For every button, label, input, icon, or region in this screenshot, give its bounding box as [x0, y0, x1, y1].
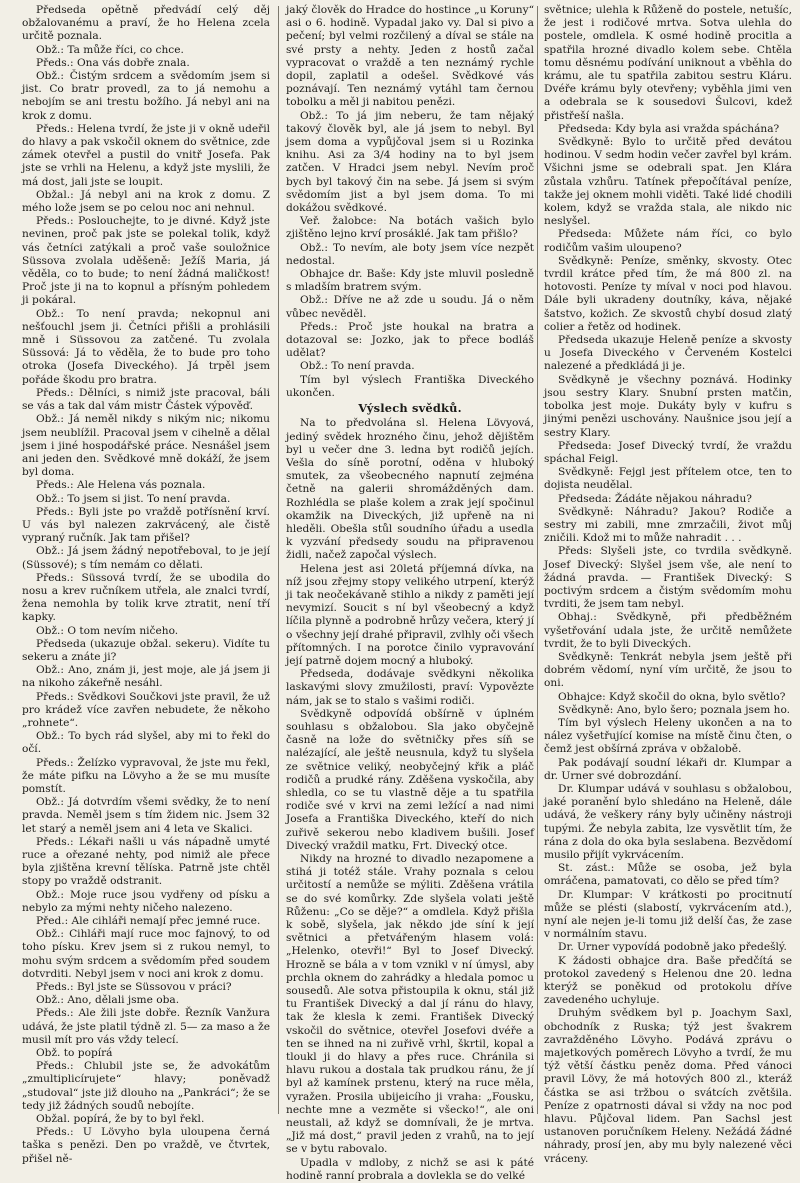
paragraph: Předseda: Můžete nám říci, co bylo rodičům vašim uloupeno? — [544, 228, 792, 254]
paragraph: Předseda: Žádáte nějakou náhradu? — [558, 492, 752, 505]
paragraph: Předseda ukazuje Heleně peníze a skvosty u Josefa Diveckého v Červeném Kostelci nalezené a předkládá ji je. — [544, 334, 792, 373]
paragraph: světnice; ulehla k Růženě do postele, netušíc, že jest i rodičové mrtva. Sotva ulehla do postele, omdlela. K osmé hodině procitla a spatřila hrozné divadlo kolem sebe. Chtěla tomu děsnému podívání uniknout a vběhla do krámu, ale tu spatřila zabitou sestru Kláru. Dvéře krámu byly otevřeny; vyběhla jimi ven a odebrala se k sousedovi Šulcovi, kdež přistřeší našla. — [544, 4, 792, 122]
paragraph: Obhaj.: Svědkyně, při předběžném vyšetřování udala jste, že určitě nemůžete tvrdit, že to byli Diveckých. — [544, 611, 792, 650]
paragraph: Předs.: Ona vás dobře znala. — [36, 56, 190, 69]
paragraph: Svědkyně: Peníze, směnky, skvosty. Otec tvrdil krátce před tím, že má 800 zl. na hotovosti. Peníze ty míval v noci pod hlavou. Dále byli ukradeny doutníky, káva, nějaké šatstvo, kožich. Ze skvostů chybí dosud zlatý colier a řetěz od hodinek. — [544, 254, 792, 333]
paragraph: Předs: Slyšeli jste, co tvrdila svědkyně. Josef Divecký: Slyšel jsem vše, ale není to žádná pravda. — František Divecký: S poctivým srdcem a čistým svědomím mohu tvrditi, že jsem tam nebyl. — [544, 545, 792, 611]
paragraph: Tím byl výslech Heleny ukončen a na to nález vyšetřující komise na místě činu čten, o čemž jest obšírná zpráva v obžalobě. — [544, 716, 792, 756]
paragraph: Svědkyně je všechny poznává. Hodinky jsou sestry Klary. Snubní prsten matčin, tobolka jest moje. Dukáty byly v kufru s jinými penězi uschovány. Naušnice jsou její a sestry Klary. — [544, 373, 792, 439]
paragraph: Druhým svědkem byl p. Joachym Saxl, obchodník z Ruska; týž jest švakrem zavražděného Lövyho. Podává zprávu o majetkových poměrech Lövyho a tvrdí, že mu týž větší částku peněz doma. Před vánoci pravil Lövy, že má hotových 800 zl., kteráž částka se asi tržbou o svátcích zvětšila. Peníze z opatrnosti dával si vždy na noc pod hlavu. Půjčoval lidem. Pan Sachsl jest ustanoven poručníkem Heleny. Nežádá žádné náhrady, prosí jen, aby mu byly nalezené věci vráceny. — [544, 1007, 792, 1165]
paragraph: Obž.: Ano, znám ji, jest moje, ale já jsem ji na nikoho zákeřně nesáhl. — [22, 664, 270, 690]
column-divider-1 — [278, 6, 279, 1114]
paragraph: Obhajce dr. Baše: Kdy jste mluvil posledně s mladším bratrem svým. — [286, 268, 534, 294]
paragraph: Nikdy na hrozné to divadlo nezapomene a stihá ji totéž stále. Vrahy poznala s celou určitostí a nemůže se mýliti. Zděšena vrátila se do své komůrky. Zde slyšela volati ještě Růženu: „Co se děje?“ a omdlela. Když přišla k sobě, slyšela, jak někdo jde síní k její světnici a přetvářeným hlasem volá: „Helenko, otevři!“ Byl to Josef Divecký. Hrozně se bála a v tom vznikl v ní úmysl, aby prchla oknem do zahrádky a hledala pomoc u sousedů. Ale sotva přistoupila k oknu, stál již tu František Divecký a dal jí ránu do hlavy, tak že klesla k zemi. František Divecký vskočil do světnice, otevřel Josefovi dvéře a ten se ihned na ni zuřivě vrhl, škrtil, kopal a tloukl ji do hlavy a přes ruce. Chránila si hlavu rukou a dostala tak prudkou ránu, že jí byl až kamínek prstenu, který na ruce měla, vyražen. Prosila ubijeicího ji vraha: „Fousku, nechte mne a vezměte si všecko!“, ale oni neustali, až když se domnívali, že je mrtva. „Již má dost,“ pravil jeden z vrahů, na to její se v bytu rabovalo. — [286, 853, 534, 1156]
paragraph: Předseda: Kdy byla asi vražda spáchána? — [558, 122, 780, 135]
paragraph: Obž.: Já neměl nikdy s nikým nic; nikomu jsem neublížil. Pracoval jsem v cihelně a dělal jsem i jiné hospodářské práce. Nesnášel jsem ani jeden den. Svědkové mně dokáží, že jsem byl doma. — [22, 413, 270, 479]
paragraph: Obž.: To jsem si jist. To není pravda. — [36, 492, 231, 505]
paragraph: Pak podávají soudní lékaři dr. Klumpar a dr. Urner své dobrozdání. — [544, 756, 792, 782]
paragraph: Obžal.: Já nebyl ani na krok z domu. Z mého lože jsem se po celou noc ani nehnul. — [22, 188, 270, 215]
paragraph: Obž.: Cihláři mají ruce moc fajnový, to od toho písku. Krev jsem si z rukou nemyl, to mohu svým srdcem a svědomím před soudem dotvrditi. Nebyl jsem v noci ani krok z domu. — [22, 928, 270, 980]
paragraph: Obhajce: Když skočil do okna, bylo světlo? — [558, 690, 786, 703]
paragraph: Obž.: Ta může říci, co chce. — [36, 43, 184, 56]
paragraph: Dr. Urner vypovídá podobně jako předešlý. — [558, 941, 787, 954]
paragraph: Předseda: Josef Divecký tvrdí, že vraždu spáchal Feigl. — [544, 439, 792, 465]
paragraph: jaký člověk do Hradce do hostince „u Koruny“ asi o 6. hodině. Vypadal jako vy. Dal si pivo a pečení; byl velmi rozčilený a díval se stále na své prsty a nehty. Jeden z hostů začal vypracovat o vraždě a ten neznámý rychle dopil, zaplatil a odešel. Svědkové vás poznávají. Ten neznámý vytáhl tam černou tobolku a měl ji nabitou penězi. — [286, 4, 534, 109]
paragraph: Obž.: Dříve ne až zde u soudu. Já o něm vůbec nevěděl. — [286, 294, 534, 320]
paragraph: Předs.: Lékaři našli u vás nápadně umyté ruce a ořezané nehty, pod nimiž ale přece byla zjištěna krevní tělíska. Patrně jste chtěl stopy po vraždě odstranit. — [22, 835, 270, 888]
column-divider-2 — [537, 6, 538, 1114]
paragraph: Předseda opětně předvádí celý děj obžalovanému a praví, že ho Helena zcela určitě poznala. — [22, 4, 270, 43]
paragraph: Obž.: To nevím, ale boty jsem více nezpět nedostal. — [286, 241, 534, 267]
paragraph: St. zást.: Může se osoba, jež byla omráčena, pamatovati, co dělo se před tím? — [544, 862, 792, 888]
paragraph: Předs.: Proč jste houkal na bratra a dotazoval se: Jozko, jak to přece bodláš udělat? — [286, 320, 534, 360]
paragraph: Helena jest asi 20letá příjemná dívka, na níž jsou zřejmy stopy velikého utrpení, kterýž ji tak neočekávaně stihlo a nikdy z paměti její nevymizí. Soucit s ní byl všeobecný a když líčila plynně a podrobně hrůzy večera, který jí o všechny její drahé připravil, zvlhly oči všech přítomných. I na porotce činilo vypravování její patrně dojem mocný a hluboký. — [286, 562, 534, 667]
paragraph: Dr. Klumpar udává v souhlasu s obžalobou, jaké poranění bylo shledáno na Heleně, dále udává, že veškery rány byly učiněny nástroji tupými. Že nebyla zabita, lze vysvětlit tím, že rána z dola do oka byla seslabena. Bezvědomí musilo přijít vykrvácením. — [544, 782, 792, 861]
paragraph: Před.: Ale cihláři nemají přec jemné ruce. — [36, 915, 261, 928]
paragraph: Svědkyně: Ano, bylo šero; poznala jsem ho. — [558, 703, 791, 716]
paragraph: Obž.: To není pravda; nekopnul ani nešťouchl jsem ji. Četníci přišli a prohlásili mně i Süssovou za zatčené. Tu zvolala Süssová: Já to věděla, že to bude pro toho otroka (Josefa Diveckého). Já trpěl jsem pořáde škodu pro bratra. — [22, 307, 270, 386]
paragraph: Svědkyně odpovídá obšírně v úplném souhlasu s obžalobou. Sla jako obyčejně časně na lože do světničky přes síň se nalézající, ale ještě neusnula, když tu slyšela ze světnice veliký, neobyčejný křik a pláč rodičů a prudké rány. Zděšena vyskočila, aby shledla, co se tu vlastně děje a tu spatřila rodiče své v krvi na zemi ležící a nad nimi Josefa a Františka Diveckého, kteří do nich zuřivě sekerou nebo kladivem bušili. Josef Divecký vraždil matku, Frt. Divecký otce. — [286, 707, 534, 852]
paragraph: Obž.: Já jsem žádný nepotřeboval, to je její (Süssové); s tím nemám co dělati. — [22, 545, 270, 571]
paragraph: Předs.: Poslouchejte, to je divné. Když jste nevinen, proč pak jste se polekal tolik, když vás četníci zatýkali a proč vaše souložnice Süssova zvolala uděšeně: Ježíš Maria, já věděla, co to bude; to není žádná maličkost! Proč jste ji na to kopnul a přísným pohledem ji pokáral. — [22, 215, 270, 307]
paragraph: Předs.: Ale žili jste dobře. Řezník Vanžura udává, že jste platil týdně zl. 5— za maso a že musil mít pro vás vždy telecí. — [22, 1007, 270, 1046]
paragraph: Veř. žalobce: Na botách vašich bylo zjištěno lejno krví prosáklé. Jak tam přišlo? — [286, 215, 534, 241]
newspaper-page — [8, 4, 792, 1182]
paragraph: Tím byl výslech Františka Diveckého ukončen. — [286, 373, 534, 399]
paragraph: Předs.: Helena tvrdí, že jste ji v okně udeřil do hlavy a pak vskočil oknem do světnice, zde zámek otevřel a pustil do vnitř Josefa. Pak jste se vrhli na Helenu, a když jste myslili, že má dost, jali jste se loupit. — [22, 122, 270, 188]
paragraph: Předs.: Chlubil jste se, že advokátům „zmultiplicírujete“ hlavy; poněvadž „studoval“ jste již dlouho na „Pankráci“; že se tedy již žádných soudů nebojíte. — [22, 1060, 270, 1112]
paragraph: Obž.: Čistým srdcem a svědomím jsem si jist. Co bratr provedl, za to já nemohu a nebojím se ani trestu božího. Já nebyl ani na krok z domu. — [22, 70, 270, 122]
column-2 — [286, 4, 534, 1182]
paragraph: Předseda, dodávaje svědkyni několika laskavými slovy zmužilosti, praví: Vypovězte nám, jak se to stalo s vašimi rodiči. — [286, 668, 534, 707]
paragraph: Obž. to popírá — [36, 1047, 113, 1060]
paragraph: Svědkyně: Tenkrát nebyla jsem ještě při dobrém vědomí, nyní vím určitě, že jsou to oni. — [544, 650, 792, 690]
column-1 — [22, 4, 270, 1165]
paragraph: Obž.: Moje ruce jsou vydřeny od písku a nebylo za mými nehty ničeho nalezeno. — [22, 888, 270, 914]
paragraph: Na to předvolána sl. Helena Lövyová, jediný svědek hrozného činu, jehož dějištěm byl u večer dne 3. ledna byt rodičů jejích. Vešla do síně porotní, oděna v hluboký smutek, za všeobecného napnutí zejména četně na galerii shromážděných dam. Rozhlédla se plaše kolem a zrak její spočinul okamžik na Diveckých, již upřeně na ni hleděli. Obešla stůl soudního úřadu a usedla k vyzvání předsedy soudu na připravenou židli, načež započal výslech. — [286, 417, 534, 562]
paragraph: Svědkyně: Náhradu? Jakou? Rodiče a sestry mi zabili, mne zmrzačili, život můj zničili. Kdož mi to může nahradit . . . — [544, 505, 792, 545]
paragraph: Předs.: Svědkovi Součkovi jste pravil, že už pro krádež více zavřen nebudete, že někoho „rohnete“. — [22, 690, 270, 729]
paragraph: Obžal. popírá, že by to byl řekl. — [36, 1113, 205, 1126]
paragraph: Předs.: Byl jste se Süssovou v práci? — [36, 981, 232, 994]
paragraph: Předs.: Ale Helena vás poznala. — [36, 479, 206, 492]
paragraph: Předseda (ukazuje obžal. sekeru). Vidíte tu sekeru a znáte ji? — [22, 637, 270, 663]
paragraph: Svědkyně: Bylo to určitě před devátou hodinou. V sedm hodin večer zavřel byl krám. Všichni jsme se odebrali spat. Jen Klára zůstala vzhůru. Tatínek přepočítával peníze, takže jej oknem mohli viděti. Také lidé chodili kolem, když se vražda stala, ale nikdo nic neslyšel. — [544, 136, 792, 228]
paragraph: Předs.: U Lövyho byla uloupena černá taška s penězi. Den po vraždě, ve čtvrtek, přišel ně- — [22, 1126, 270, 1165]
paragraph: Dr. Klumpar: V krátkosti po procitnutí může se plésti (slabostí, vykrvácením atd.), nyní ale nejen je-li tomu již delší čas, že zase v normálním stavu. — [544, 888, 792, 941]
paragraph: Obž.: To já jim neberu, že tam nějaký takový člověk byl, ale já jsem to nebyl. Byl jsem doma a vypůjčoval jsem si u Rozinka knihu. Asi za 3/4 hodiny na to byl jsem zatčen. V Hradci jsem nebyl. Nevím proč bych byl takový čin na sebe. Já jsem si svým svědomím jist a byl jsem doma. To mi dokážou svědkové. — [286, 109, 534, 215]
column-3 — [544, 4, 792, 1165]
paragraph: Obž.: Já dotvrdím všemi svědky, že to není pravda. Neměl jsem s tím židem nic. Jsem 32 let starý a neměl jsem ani 4 leta ve Skalici. — [22, 796, 270, 835]
paragraph: Obž.: To není pravda. — [300, 360, 415, 373]
paragraph: K žádosti obhajce dra. Baše předčítá se protokol zavedený s Helenou dne 20. ledna kterýž se poněkud od protokolu dříve zavedeného uchyluje. — [544, 954, 792, 1007]
paragraph: Obž.: To bych rád slyšel, aby mi to řekl do očí. — [22, 730, 270, 756]
paragraph: Předs.: Süssová tvrdí, že se ubodila do nosu a krev ručníkem utřela, ale znalci tvrdí, žena nemohla by tolik krve ztratit, není tří kapky. — [22, 571, 270, 624]
paragraph: Obž.: O tom nevím ničeho. — [36, 624, 179, 637]
paragraph: Předs.: Byli jste po vraždě potřísnění krví. U vás byl nalezen zakrvácený, ale čistě vypraný ručník. Jak tam přišel? — [22, 505, 270, 545]
section-heading: Výslech svědků. — [358, 401, 462, 416]
paragraph: Svědkyně: Fejgl jest přítelem otce, ten to dojista neudělal. — [544, 466, 792, 492]
paragraph: Obž.: Ano, dělali jsme oba. — [36, 994, 180, 1007]
paragraph: Upadla v mdloby, z nichž se asi k páté hodině ranní probrala a dovlekla se do velké — [286, 1156, 534, 1182]
paragraph: Předs.: Dělníci, s nimiž jste pracoval, báli se vás a tak dal vám mistr Částek výpověď. — [22, 386, 270, 413]
paragraph: Předs.: Želízko vypravoval, že jste mu řekl, že máte pifku na Lövyho a že se mu musíte pomstít. — [22, 756, 270, 795]
